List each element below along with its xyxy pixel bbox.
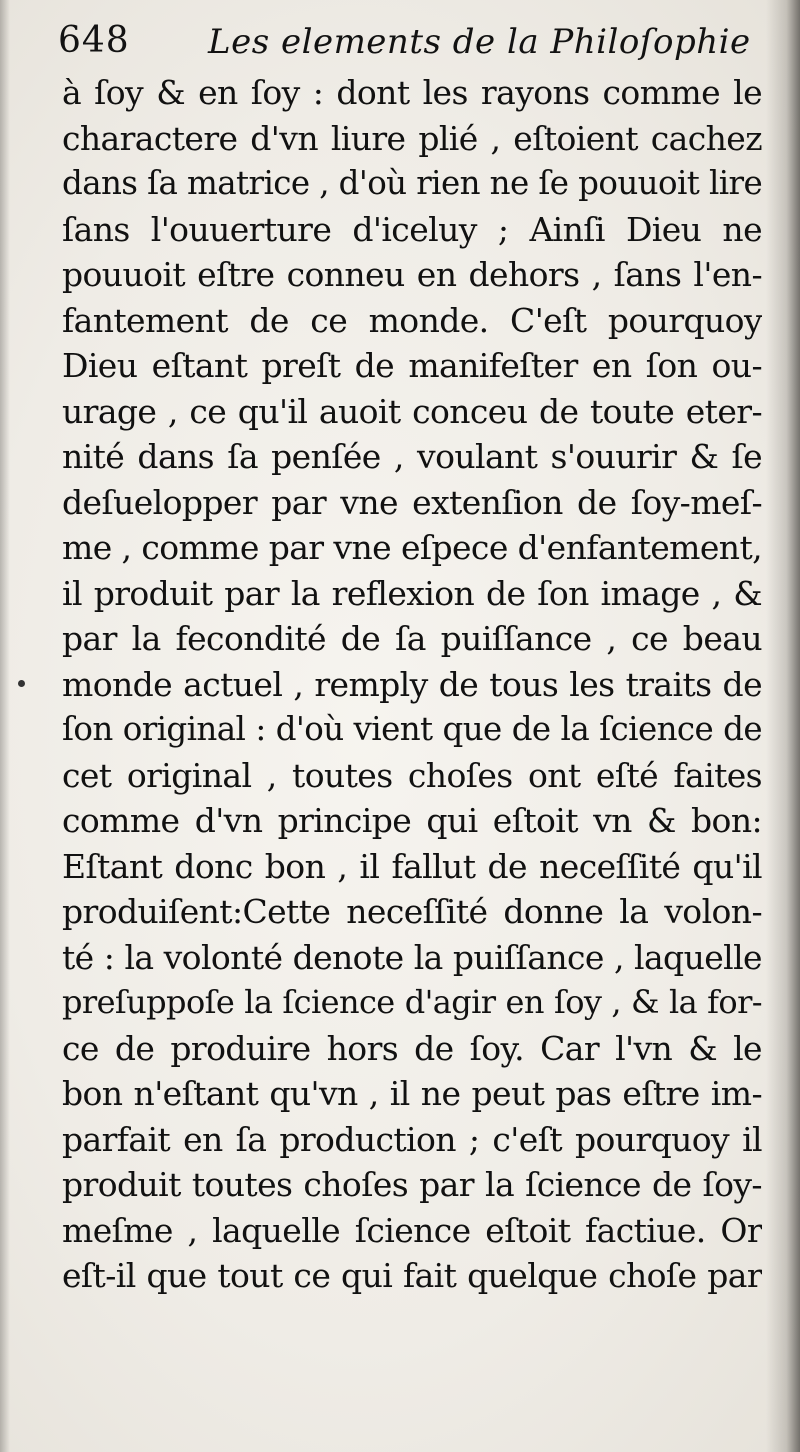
text-line: meſme , laquelle ſcience eſtoit factiue. Or	[62, 1210, 762, 1250]
text-line: il produit par la reflexion de ſon image , &	[62, 573, 762, 613]
page-number: 648	[58, 20, 130, 61]
page-gutter-shadow	[766, 0, 800, 1452]
text-line: me , comme par vne eſpece d'enfantement,	[62, 528, 762, 567]
text-line: bon n'eſtant qu'vn , il ne peut pas eſtre im-	[62, 1074, 762, 1113]
text-line: charactere d'vn liure plié , eſtoient cachez	[62, 118, 762, 158]
text-line: deſuelopper par vne extenſion de ſoy-meſ-	[62, 482, 762, 522]
text-line: cet original , toutes choſes ont eſté faites	[62, 755, 762, 795]
running-head: Les elements de la Philoſophie	[208, 22, 751, 62]
text-line: fantement de ce monde. C'eſt pourquoy	[62, 300, 762, 340]
text-line: par la fecondité de ſa puiſſance , ce beau	[62, 619, 762, 658]
page-left-shadow	[0, 0, 10, 1452]
text-line: pouuoit eſtre conneu en dehors , ſans l'en-	[62, 255, 762, 294]
text-line: parfait en ſa production ; c'eſt pourquoy il	[62, 1119, 762, 1159]
text-line: nité dans ſa penſée , voulant s'ouurir & ſe	[62, 437, 762, 476]
text-line: Eſtant donc bon , il fallut de neceſſité qu'il	[62, 846, 762, 886]
text-line: Dieu eſtant preſt de manifeſter en ſon ou-	[62, 346, 762, 385]
text-line: produit toutes choſes par la ſcience de ſoy-	[62, 1165, 762, 1204]
text-line: eſt-il que tout ce qui fait quelque choſe par	[62, 1256, 762, 1295]
page-header	[58, 14, 758, 74]
text-line: produiſent:Cette neceſſité donne la volon-	[62, 892, 762, 931]
text-line: té : la volonté denote la puiſſance , laquelle	[62, 937, 762, 977]
text-line: comme d'vn principe qui eſtoit vn & bon:	[62, 801, 762, 840]
text-line: monde actuel , remply de tous les traits de	[62, 664, 762, 704]
text-line: preſuppoſe la ſcience d'agir en ſoy , & la for-	[62, 983, 762, 1021]
text-line: ſon original : d'où vient que de la ſcience de	[62, 710, 762, 748]
text-line: dans ſa matrice , d'où rien ne ſe pouuoit lire	[62, 164, 762, 202]
text-line: urage , ce qu'il auoit conceu de toute eter-	[62, 391, 762, 431]
text-line: à ſoy & en ſoy : dont les rayons comme le	[62, 73, 762, 112]
body-text	[62, 70, 762, 1299]
margin-mark	[18, 680, 25, 687]
text-line: ce de produire hors de ſoy. Car l'vn & le	[62, 1028, 762, 1068]
text-line: ſans l'ouuerture d'iceluy ; Ainſi Dieu ne	[62, 209, 762, 249]
